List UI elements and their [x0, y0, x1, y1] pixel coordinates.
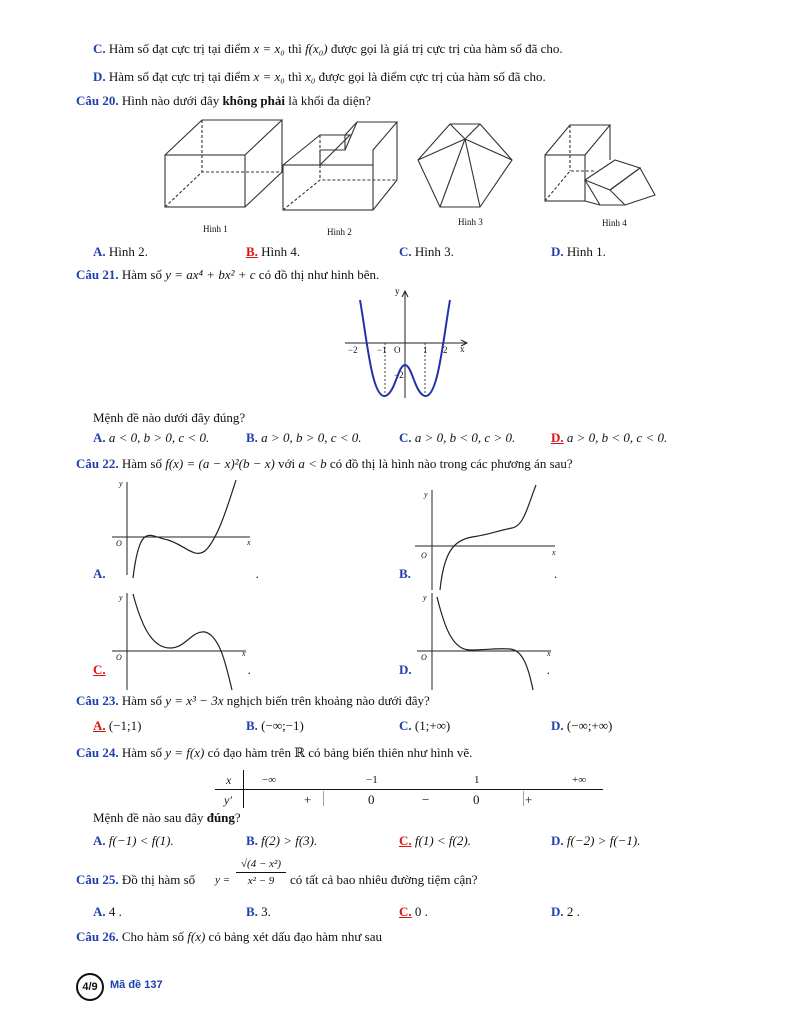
- q23-option-b[interactable]: B. (−∞;−1): [246, 718, 304, 733]
- graph-b-x-label: x: [552, 548, 556, 557]
- caption-figure-3: Hình 3: [458, 217, 483, 227]
- q25-option-a[interactable]: A. 4 .: [93, 904, 122, 919]
- q24-option-d[interactable]: D. f(−2) > f(−1).: [551, 833, 641, 848]
- q25-denominator: x² − 9: [236, 872, 286, 889]
- q25-fraction: [236, 856, 286, 889]
- graph-a-y-label: y: [119, 479, 123, 488]
- graph-b-origin: O: [421, 551, 427, 560]
- table-sign-0: +: [304, 792, 312, 807]
- q25-numerator: √(4 − x²): [241, 858, 281, 870]
- q24-prompt: Mệnh đề nào sau đây đúng?: [93, 810, 241, 825]
- table-x-val-2: 1: [474, 774, 480, 786]
- question-25: Câu 25. Đồ thị hàm số: [76, 872, 196, 887]
- graph-c-origin: O: [116, 653, 122, 662]
- q21-option-b[interactable]: B. a > 0, b > 0, c < 0.: [246, 430, 362, 445]
- graph-b-y-label: y: [424, 490, 428, 499]
- q21-tick-neg2: −2: [394, 370, 404, 380]
- q23-option-a[interactable]: A. (−1;1): [93, 718, 142, 733]
- q20-option-c[interactable]: C. Hình 3.: [399, 244, 454, 259]
- q21-prompt: Mệnh đề nào dưới đây đúng?: [93, 410, 246, 425]
- q22-option-c[interactable]: C. .: [93, 662, 251, 677]
- caption-figure-1: Hình 1: [203, 224, 228, 234]
- question-26: Câu 26. Cho hàm số f(x) có bảng xét dấu đạo hàm như sau: [76, 929, 383, 944]
- table-sign-1: 0: [368, 792, 375, 807]
- q25-y-eq: y =: [215, 874, 231, 886]
- q20-option-d[interactable]: D. Hình 1.: [551, 244, 606, 259]
- q21-tick-m2: −2: [348, 345, 358, 355]
- q25-option-c[interactable]: C. 0 .: [399, 904, 428, 919]
- exam-code: Mã đề 137: [110, 979, 163, 991]
- caption-figure-4: Hình 4: [602, 218, 627, 228]
- table-x-head: x: [226, 773, 232, 787]
- graph-a-curve: [133, 480, 236, 578]
- q24-option-c[interactable]: C. f(1) < f(2).: [399, 833, 471, 848]
- q22-option-a[interactable]: A. .: [93, 566, 259, 581]
- q21-origin: O: [394, 345, 401, 355]
- q21-tick-p2: 2: [443, 345, 448, 355]
- q21-x-label: x: [460, 344, 465, 354]
- question-23: Câu 23. Hàm số y = x³ − 3x nghịch biến trên khoảng nào dưới đây?: [76, 693, 430, 708]
- q21-option-a[interactable]: A. a < 0, b > 0, c < 0.: [93, 430, 210, 445]
- table-x-val-0: −∞: [262, 774, 277, 786]
- q23-option-c[interactable]: C. (1;+∞): [399, 718, 451, 733]
- question-21: Câu 21. Hàm số y = ax⁴ + bx² + c có đồ thị như hình bên.: [76, 267, 380, 282]
- q23-option-d[interactable]: D. (−∞;+∞): [551, 718, 613, 733]
- graph-d-y-label: y: [423, 593, 427, 602]
- q20-option-b[interactable]: B. Hình 4.: [246, 244, 301, 259]
- q21-tick-m1: −1: [377, 345, 387, 355]
- q25-option-b[interactable]: B. 3.: [246, 904, 271, 919]
- table-x-val-1: −1: [366, 774, 378, 786]
- q21-y-label: y: [395, 286, 400, 296]
- option-d-prev: D. Hàm số đạt cực trị tại điểm x = x₀ thì x₀ được gọi là điểm cực trị của hàm số đã cho.: [93, 69, 546, 84]
- q21-option-d[interactable]: D. a > 0, b < 0, c < 0.: [551, 430, 668, 445]
- graph-c-y-label: y: [119, 593, 123, 602]
- graph-a-origin: O: [116, 539, 122, 548]
- q24-option-b[interactable]: B. f(2) > f(3).: [246, 833, 318, 848]
- q24-option-a[interactable]: A. f(−1) < f(1).: [93, 833, 174, 848]
- graph-d-x-label: x: [547, 649, 551, 658]
- table-x-val-3: +∞: [572, 774, 587, 786]
- graph-c-x-label: x: [242, 649, 246, 658]
- question-20: Câu 20. Hình nào dưới đây không phải là khối đa diện?: [76, 93, 371, 108]
- table-sign-4: +: [525, 792, 533, 807]
- question-24: Câu 24. Hàm số y = f(x) có đạo hàm trên ℝ có bảng biến thiên như hình vẽ.: [76, 745, 473, 760]
- table-sign-3: 0: [473, 792, 480, 807]
- page-number-badge: 4/9: [76, 973, 104, 1001]
- caption-figure-2: Hình 2: [327, 227, 352, 237]
- graph-d-origin: O: [421, 653, 427, 662]
- q22-option-d[interactable]: D. .: [399, 662, 550, 677]
- question-22: Câu 22. Hàm số f(x) = (a − x)²(b − x) với a < b có đồ thị là hình nào trong các phương án sau?: [76, 456, 573, 471]
- q20-option-a[interactable]: A. Hình 2.: [93, 244, 148, 259]
- graph-a-x-label: x: [247, 538, 251, 547]
- q21-tick-p1: 1: [423, 345, 428, 355]
- q25-option-d[interactable]: D. 2 .: [551, 904, 580, 919]
- table-sign-2: −: [422, 792, 430, 807]
- option-c-prev: C. Hàm số đạt cực trị tại điểm x = x₀ thì f(x₀) được gọi là giá trị cực trị của hàm số đã cho.: [93, 41, 563, 56]
- q25-text: có tất cả bao nhiêu đường tiệm cận?: [290, 872, 478, 887]
- q22-option-b[interactable]: B. .: [399, 566, 558, 581]
- table-yp-head: y′: [224, 793, 232, 807]
- q21-option-c[interactable]: C. a > 0, b < 0, c > 0.: [399, 430, 516, 445]
